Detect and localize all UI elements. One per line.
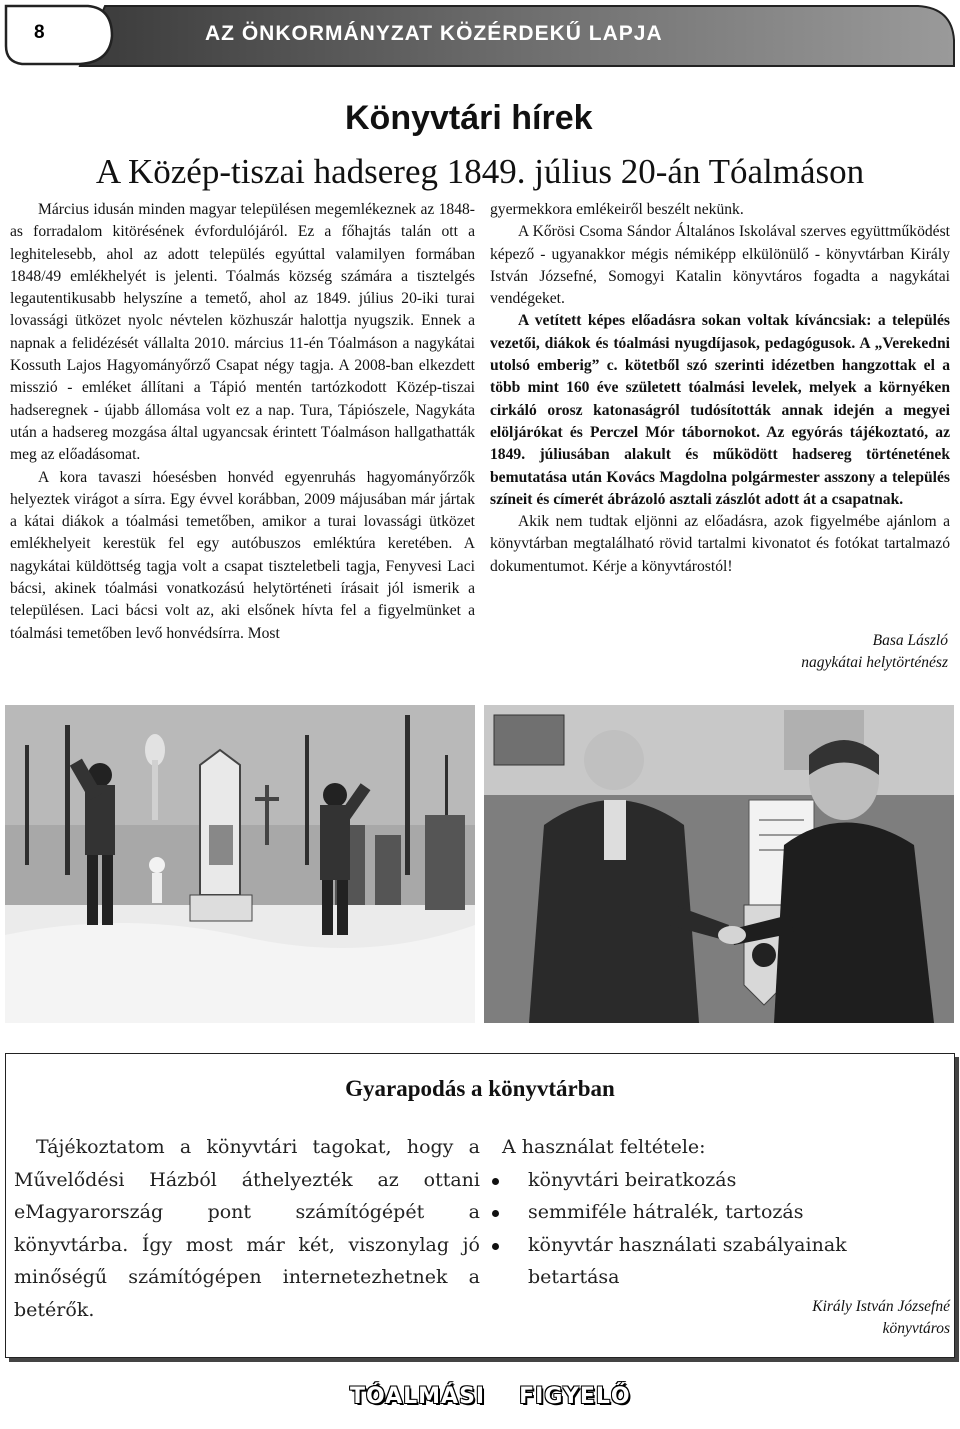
bullet-icon [492,1243,499,1250]
footer-word: TÓALMÁSI [350,1384,486,1409]
article-paragraph: A Kőrösi Csoma Sándor Általános Iskolával szerves együttműködést képező - ugyanakkor mégis némiképp elkülönülő - könyvtárban Király István Józsefné, Somogyi Katalin könyvtáros fogadta a nagykátai vendégeket. [490,223,950,308]
box-signature [812,1296,950,1340]
article-signature [801,630,948,674]
cemetery-photo [5,705,475,1023]
library-notice-box [5,1053,955,1358]
conditions-list [502,1164,942,1294]
list-item [502,1164,942,1197]
page-header [0,0,960,72]
header-title: AZ ÖNKORMÁNYZAT KÖZÉRDEKŰ LAPJA [205,22,663,45]
conditions-intro: A használat feltétele: [502,1136,706,1158]
article-paragraph-bold: A vetített képes előadásra sokan voltak kíváncsiak: a település vezetői, diákok és tóalmási nyugdíjasok, pedagógusok. A „Verekedni utolsó emberig” c. kötetből szó szerinti idézetben hangzottak el a több mint 160 éve született tóalmási levelek, melyek a környéken cirkáló orosz katonaságról tudósították annak idején a megyei elöljárókat és Perczel Mór tábornokot. Az egyórás tájékoztató, az 1849. júliusában alakult és működött hadsereg történetének bemutatása után Kovács Magdolna polgármester asszony a település színeit és címerét ábrázoló asztali zászlót adott át a csapatnak. [490,312,950,508]
box-left-column [14,1131,480,1326]
article-paragraph: A kora tavaszi hóesésben honvéd egyenruhás hagyományőrzők helyeztek virágot a sírra. Egy évvel korábban, 2009 májusában már jártak a kátai diákok a tóalmási temetőben, amikor a turai lovassági ütközet emlékhelyeit kerestük fel egy autóbuszos emléktúra keretében. A nagykátai küldöttség tagja volt a csapat tiszteletbeli tagja, Fenyvesi Laci bácsi, akinek tóalmási vonatkozású helytörténeti írásait jól ismerik a településen. Laci bácsi volt az, aki elsőnek hívta fel a figyelmünket a tóalmási temetőben levő honvédsírra. Most [10,468,475,642]
author-name: Király István Józsefné [812,1298,950,1315]
article-right-column [490,199,950,578]
author-role: nagykátai helytörténész [801,654,948,671]
handshake-photo-image [484,705,954,1023]
bullet-icon [492,1210,499,1217]
section-title: Könyvtári hírek [345,99,593,137]
footer-masthead [350,1384,665,1409]
handshake-photo [484,705,954,1023]
list-item [502,1196,942,1229]
author-role: könyvtáros [882,1320,950,1337]
cemetery-photo-image [5,705,475,1023]
article-left-column [10,199,475,645]
author-name: Basa László [872,632,948,649]
page-number: 8 [34,22,45,43]
box-title: Gyarapodás a könyvtárban [345,1076,615,1101]
box-right-column [502,1131,942,1294]
article-title: A Közép-tiszai hadsereg 1849. július 20-án Tóalmáson [95,152,865,191]
box-paragraph: Tájékoztatom a könyvtári tagokat, hogy a Művelődési Házból áthelyezték az ottani eMagyarország pont számítógépét a könyvtárba. Így most már két, viszonylag jó minőségű számítógépen internetezhetnek a betérők. [14,1136,480,1321]
condition-text: könyvtári beiratkozás [528,1168,737,1191]
footer-word: FIGYELŐ [519,1384,631,1409]
list-item [502,1229,942,1294]
condition-text: semmiféle hátralék, tartozás [528,1201,804,1223]
article-paragraph: Március idusán minden magyar településen megemlékeznek az 1848-as forradalom kitörésének évfordulójáról. Ez a főhajtás talán ott a leghitelesebb, ahol az adott település egyúttal valamilyen formában 1848/49 emlékhelyét is jelenti. Tóalmás község számára a tisztelgés legautentikusabb helyszíne a temető, ahol az 1849. július 20-iki turai lovassági ütközet nyolc névtelen közhuszár halottja nyugszik. Ennek a napnak a felidézését vállalta 2010. március 11-én Tóalmáson a nagykátai Kossuth Lajos Hagyományőrző Csapat négy tagja. A 2008-ban elkezdett misszió - emléket állítani a Tápió mentén tartózkodott Közép-tiszai hadseregnek - újabb állomása volt ez a nap. Tura, Tápiószele, Nagykáta után a hadsereg mozgása által ugyancsak érintett Tóalmáson hallgathatták meg az előadásomat. [10,201,475,464]
bullet-icon [492,1178,499,1185]
condition-text: könyvtár használati szabályainak betartása [528,1233,847,1288]
article-paragraph: Akik nem tudtak eljönni az előadásra, azok figyelmébe ajánlom a könyvtárban megtalálható rövid tartalmi kivonatot és fotókat tartalmazó dokumentumot. Kérje a könyvtárostól! [490,513,950,575]
article-paragraph: gyermekkora emlékeiről beszélt nekünk. [490,201,744,218]
